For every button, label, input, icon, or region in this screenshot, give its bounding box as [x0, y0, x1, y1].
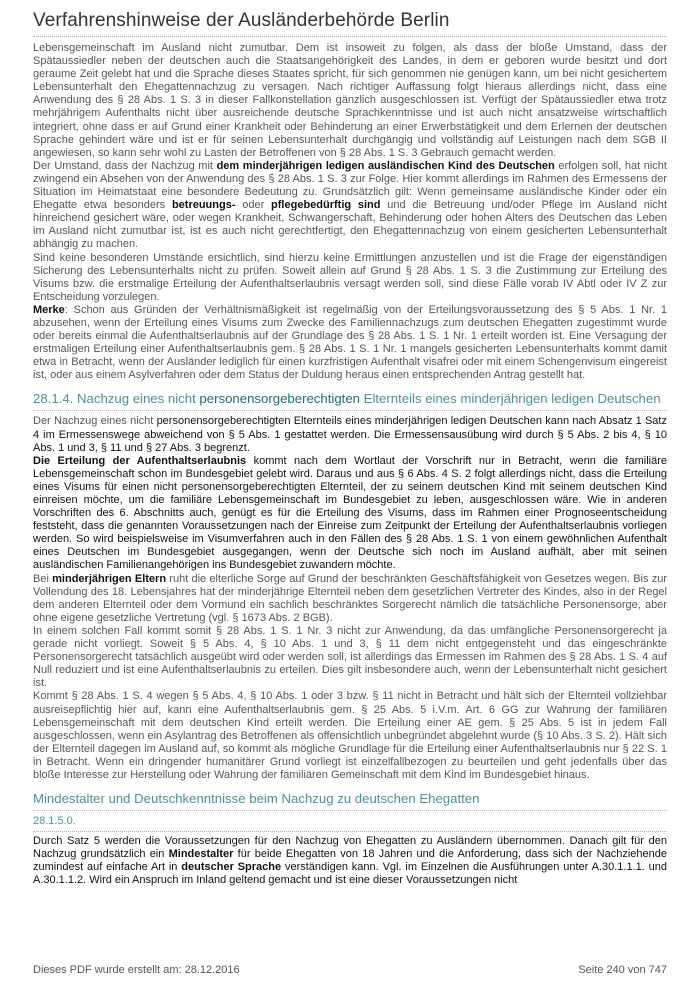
- text-run: personensorgeberechtigten Elternteils eines minderjährigen ledigen Deutschen kann nach Absatz 1 Satz 4 im Ermessenswege abweichend von § 5 Abs. 1 gestattet werden. Die Ermessensausübung wird durch § 5 Abs. 2 bis 4, § 10 Abs. 1 und 3, § 11 und § 27 Abs. 3 begrenzt.: [33, 415, 667, 454]
- paragraph: Lebensgemeinschaft im Ausland nicht zumutbar. Dem ist insoweit zu folgen, als dass der bloße Umstand, dass der Spätaussiedler neben der deutschen auch die Staatsangehörigkeit des Landes, in dem er geboren wurde besitzt und dort geraume Zeit gelebt hat und die Sprache dieses Staates spricht, für sich genommen nie genügen kann, um bei nicht gesichertem Lebensunterhalt den Ehegattennachzug zu versagen. Nach richtiger Auffassung folgt hieraus allerdings nicht, dass eine Anwendung des § 28 Abs. 1 S. 3 in dieser Fallkonstellation gänzlich ausgeschlossen ist. Verfügt der Spätaussiedler etwa trotz mehrjährigem Aufenthalts nicht über ausreichende deutsche Sprachkenntnisse und ist auch nicht ansatzweise wirtschaftlich integriert, ohne dass er auf Grund einer Krankheit oder Behinderung an einer Erwerbstätigkeit und dem Erlernen der deutschen Sprache gehindert wäre und ist er für seinen Lebensunterhalt durchgängig und vollständig auf Leistungen nach dem SGB II angewiesen, so kann sehr wohl zu Lasten der Betroffenen von § 28 Abs. 1 S. 3 Gebrauch gemacht werden.: [33, 42, 667, 159]
- text-run: erfolgen soll, hat nicht zwingend ein Absehen von der Anwendung des § 28 Abs. 1 S. 3 zur Folge. Hier kommt allerdings im Rahmen des Ermessens der Situation im Heimatstaat eine besondere Bedeutung zu. Grundsätzlich gilt: Wenn gemeinsame ausländische Kinder oder ein Ehegatte etwa besonders: [33, 159, 667, 212]
- paragraph: Kommt § 28 Abs. 1 S. 4 wegen § 5 Abs. 4, § 10 Abs. 1 oder 3 bzw. § 11 nicht in Betracht und hält sich der Elternteil vollziehbar ausreisepflichtig hier auf, kann eine Aufenthaltserlaubnis gem. § 25 Abs. 5 i.V.m. Art. 6 GG zur Wahrung der familiären Lebensgemeinschaft mit dem deutschen Kind erteilt werden. Die Erteilung einer AE gem. § 25 Abs. 5 ist in jedem Fall ausgeschlossen, wenn ein Asylantrag des Betroffenen als offensichtlich unbegründet abgelehnt wurde (§ 10 Abs. 3 S. 2). Hält sich der Elternteil dagegen im Ausland auf, so kommt als mögliche Grundlage für die Erteilung einer Aufenthaltserlaubnis nur § 22 S. 1 in Betracht. Wenn ein dringender humanitärer Grund vorliegt ist einzelfallbezogen zu beurteilen und geht jedenfalls über das bloße Interesse zur Herstellung oder Wahrung der familiären Gemeinschaft mit dem Kind im Bundesgebiet hinaus.: [33, 690, 667, 781]
- bold-text: Die Erteilung der Aufenthaltserlaubnis: [33, 454, 247, 467]
- text-run: und die Betreuung und/oder Pflege im Ausland nicht hinreichend gesichert wäre, oder wegen Krankheit, Schwangerschaft, Behinderung oder hohen Alters des Deutschen das Leben im Ausland nicht zumutbar ist, ist es auch nicht gerechtfertigt, den Ehegattennachzug von einem gesicherten Lebensunterhalt abhängig zu machen.: [33, 199, 667, 251]
- text-run: verständigen kann. Vgl. im Einzelnen die Ausführungen unter A.30.1.1.1. und A.30.1.1.2. Wird ein Anspruch im Inland geltend gemacht und ist eine dieser Voraussetzungen nicht: [33, 861, 667, 887]
- paragraph: [33, 835, 667, 887]
- heading-text: Elternteils eines minderjährigen ledigen Deutschen: [359, 391, 661, 407]
- bold-text: betreuungs-: [171, 199, 236, 212]
- merke-label: Merke: [33, 303, 65, 316]
- heading-text: 28.1.4. Nachzug eines nicht: [33, 391, 200, 407]
- section-heading: [33, 391, 667, 411]
- paragraph: [33, 455, 667, 573]
- bold-text: deutscher Sprache: [181, 861, 282, 874]
- text-run: Bei: [33, 572, 53, 585]
- footer-created-date: Dieses PDF wurde erstellt am: 28.12.2016: [33, 964, 240, 976]
- paragraph: [33, 304, 667, 383]
- text-run: kommt nach dem Wortlaut der Vorschrift nur in Betracht, wenn die familiäre Lebensgemeinschaft schon im Bundesgebiet gelebt wird. Daraus und aus § 6 Abs. 4 S. 2 folgt allerdings nicht, dass die Erteilung eines Visums für einen nicht personensorgeberechtigten Elternteil, der zu seinem deutschen Kind mit seinem deutschen Kind einreisen möchte, um die familiäre Lebensgemeinschaft im Bundesgebiet zu leben, ausgeschlossen wäre. Wie in anderen Vorschriften des 6. Abschnitts auch, genügt es für die Erteilung des Visums, dass im Rahmen einer Prognoseentscheidung feststeht, dass die genannten Voraussetzungen nach der Einreise zum Zeitpunkt der Erteilung der Aufenthaltserlaubnis vorliegen werden. So wird beispielsweise im Visumverfahren auch in den Fällen des § 28 Abs. 1 S. 1 von einem gewöhnlichen Aufenthalt eines Deutschen im Bundesgebiet ausgegangen, wenn der Deutsche sich noch im Ausland aufhält, aber mit seinen ausländischen Familienangehörigen ins Bundesgebiet zuwandern möchte.: [33, 454, 667, 572]
- text-run: ruht die elterliche Sorge auf Grund der beschränkten Geschäftsfähigkeit von Gesetzes wegen. Bis zur Vollendung des 18. Lebensjahres hat der minderjährige Elternteil neben dem gesetzlichen Vertreter des Kindes, also in der Regel dem anderen Elternteil oder dem Vormund ein sachlich beschränktes Sorgerecht nämlich die tatsächliche Personensorge, aber ohne eigene gesetzliche Vertretung (vgl. § 1673 Abs. 2 BGB).: [33, 572, 667, 624]
- page-footer: [33, 964, 667, 976]
- subsection-number: 28.1.5.0.: [33, 815, 667, 832]
- heading-link[interactable]: personensorgeberechtigten: [199, 391, 360, 407]
- page-title: Verfahrenshinweise der Ausländerbehörde Berlin: [33, 10, 450, 31]
- text-run: für beide Ehegatten von 18 Jahren und die Anforderung, dass sich der Nachziehende zumindest auf einfache Art in: [33, 848, 667, 874]
- paragraph: Sind keine besonderen Umstände ersichtlich, sind hierzu keine Ermittlungen anzustellen und ist die Frage der eigenständigen Sicherung des Lebensunterhalts nicht zu prüfen. Soweit allein auf Grund § 28 Abs. 1 S. 3 die Zustimmung zur Erteilung des Visums bzw. die erstmalige Erteilung der Aufenthaltserlaubnis versagt werden soll, sind diese Fälle vorab IV Abtl oder IV Z zur Entscheidung vorzulegen.: [33, 251, 667, 303]
- paragraph: [33, 573, 667, 625]
- bold-text: minderjährigen Eltern: [52, 572, 167, 585]
- text-run: oder: [235, 199, 272, 212]
- footer-page-number: Seite 240 von 747: [578, 964, 667, 976]
- text-run: Durch Satz 5 werden die Voraussetzungen für den Nachzug von Ehegatten zu Ausländern übernommen. Danach gilt für den Nachzug grundsätzlich ein: [33, 835, 667, 861]
- paragraph: [33, 160, 667, 252]
- document-body: [33, 42, 667, 888]
- text-run: Der Nachzug eines nicht: [33, 415, 157, 428]
- bold-text: Mindestalter: [168, 848, 234, 861]
- paragraph: In einem solchen Fall kommt somit § 28 Abs. 1 S. 1 Nr. 3 nicht zur Anwendung, da das umfängliche Personensorgerecht ja gerade nicht vorliegt. Soweit § 5 Abs. 4, § 10 Abs. 1 und 3, § 11 dem nicht entgegensteht und das eingeschränkte Personensorgerecht tatsächlich ausgeübt wird oder werden soll, ist allerdings das Ermessen im Rahmen des § 28 Abs. 1 S. 4 auf Null reduziert und ist eine Aufenthaltserlaubnis zu erteilen. Dies gilt insbesondere auch, wenn der Lebensunterhalt nicht gesichert ist.: [33, 624, 667, 690]
- page-header: [33, 10, 667, 37]
- text-run: : Schon aus Gründen der Verhältnismäßigkeit ist regelmäßig von der Erteilungsvoraussetzung des § 5 Abs. 1 Nr. 1 abzusehen, wenn der Erteilung eines Visums zum Zwecke des Familiennachzugs zum deutschen Ehegatten zugestimmt wurde oder bereits einmal die Aufenthaltserlaubnis auf der Grundlage des § 28 Abs. 1 S. 1 Nr. 1 erteilt worden ist. Eine Versagung der erstmaligen Erteilung einer Aufenthaltserlaubnis gem. § 28 Abs. 1 S. 1 Nr. 1 mangels gesicherten Lebensunterhalts kommt damit etwa in Betracht, wenn der Ausländer lediglich für einen kurzfristigen Aufenthalt visafrei oder mit einem Schengenvisum eingereist ist, oder aus einem Asylverfahren oder dem Status der Duldung heraus einen entsprechenden Antrag gestellt hat.: [33, 303, 667, 382]
- text-run: Der Umstand, dass der Nachzug mit: [33, 159, 217, 172]
- section-heading: Mindestalter und Deutschkenntnisse beim Nachzug zu deutschen Ehegatten: [33, 791, 667, 811]
- paragraph: [33, 415, 667, 454]
- bold-text: dem minderjährigen ledigen ausländischen Kind des Deutschen: [216, 159, 555, 172]
- bold-text: pflegebedürftig sind: [271, 199, 381, 212]
